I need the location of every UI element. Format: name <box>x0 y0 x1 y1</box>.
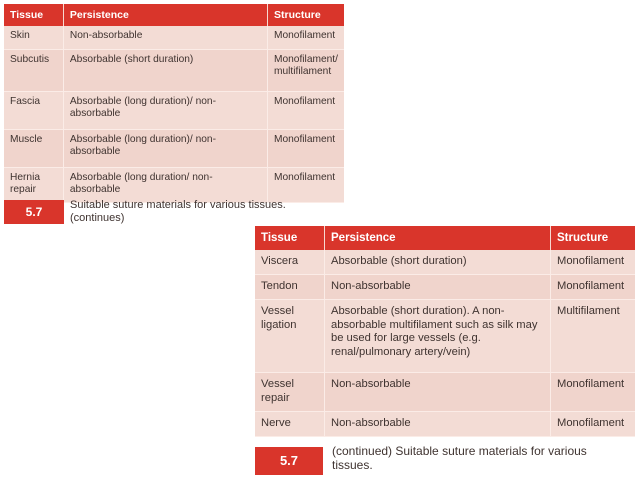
table-row <box>255 275 635 300</box>
table-caption <box>332 445 637 473</box>
cell-tissue: Hernia repair <box>4 168 64 203</box>
cell-structure: Monofilament <box>268 130 344 168</box>
cell-structure: Monofilament <box>268 92 344 130</box>
cell-tissue: Tendon <box>255 275 325 300</box>
cell-persistence: Absorbable (long duration)/ non-absorbable <box>64 130 268 168</box>
cell-persistence: Absorbable (long duration)/ non-absorbable <box>64 92 268 130</box>
cell-tissue: Subcutis <box>4 50 64 92</box>
cell-persistence: Non-absorbable <box>325 275 551 300</box>
cell-persistence: Non-absorbable <box>325 373 551 412</box>
table-row <box>4 26 344 50</box>
cell-persistence: Absorbable (short duration). A non-absorbable multifilament such as silk may be used for large vessels (e.g. renal/pulmonary artery/vein) <box>325 300 551 373</box>
cell-tissue: Skin <box>4 26 64 50</box>
table-row <box>255 412 635 437</box>
cell-persistence: Absorbable (short duration) <box>64 50 268 92</box>
table-caption <box>70 199 340 224</box>
table-header-row <box>4 4 344 26</box>
header-persistence: Persistence <box>64 4 268 26</box>
cell-tissue: Muscle <box>4 130 64 168</box>
cell-tissue: Viscera <box>255 250 325 275</box>
caption-line: (continues) <box>70 211 125 224</box>
suture-table-part-1 <box>4 4 344 203</box>
cell-structure: Monofilament/ multifilament <box>268 50 344 92</box>
cell-tissue: Nerve <box>255 412 325 437</box>
table-header-row <box>255 226 635 250</box>
cell-persistence: Absorbable (long duration/ non-absorbable <box>64 168 268 203</box>
header-structure: Structure <box>551 226 635 250</box>
table-row <box>255 300 635 373</box>
header-tissue: Tissue <box>4 4 64 26</box>
figure-number-badge: 5.7 <box>255 447 323 475</box>
caption-line: tissues. <box>332 457 373 472</box>
table-row <box>4 92 344 130</box>
header-persistence: Persistence <box>325 226 551 250</box>
cell-structure: Monofilament <box>268 26 344 50</box>
cell-persistence: Non-absorbable <box>64 26 268 50</box>
cell-persistence: Absorbable (short duration) <box>325 250 551 275</box>
cell-tissue: Vessel ligation <box>255 300 325 373</box>
cell-structure: Monofilament <box>551 412 635 437</box>
caption-line: Suitable suture materials for various tissues. <box>70 199 286 211</box>
cell-tissue: Fascia <box>4 92 64 130</box>
cell-persistence: Non-absorbable <box>325 412 551 437</box>
caption-line: (continued) Suitable suture materials for various <box>332 444 587 458</box>
table-row <box>4 50 344 92</box>
cell-structure: Monofilament <box>551 275 635 300</box>
table-row <box>255 250 635 275</box>
header-tissue: Tissue <box>255 226 325 250</box>
suture-table-part-2 <box>255 226 635 437</box>
cell-tissue: Vessel repair <box>255 373 325 412</box>
cell-structure: Monofilament <box>551 250 635 275</box>
cell-structure: Monofilament <box>268 168 344 203</box>
table-row <box>4 168 344 203</box>
table-row <box>4 130 344 168</box>
table-row <box>255 373 635 412</box>
cell-structure: Monofilament <box>551 373 635 412</box>
header-structure: Structure <box>268 4 344 26</box>
cell-structure: Multifilament <box>551 300 635 373</box>
figure-number-badge: 5.7 <box>4 200 64 224</box>
